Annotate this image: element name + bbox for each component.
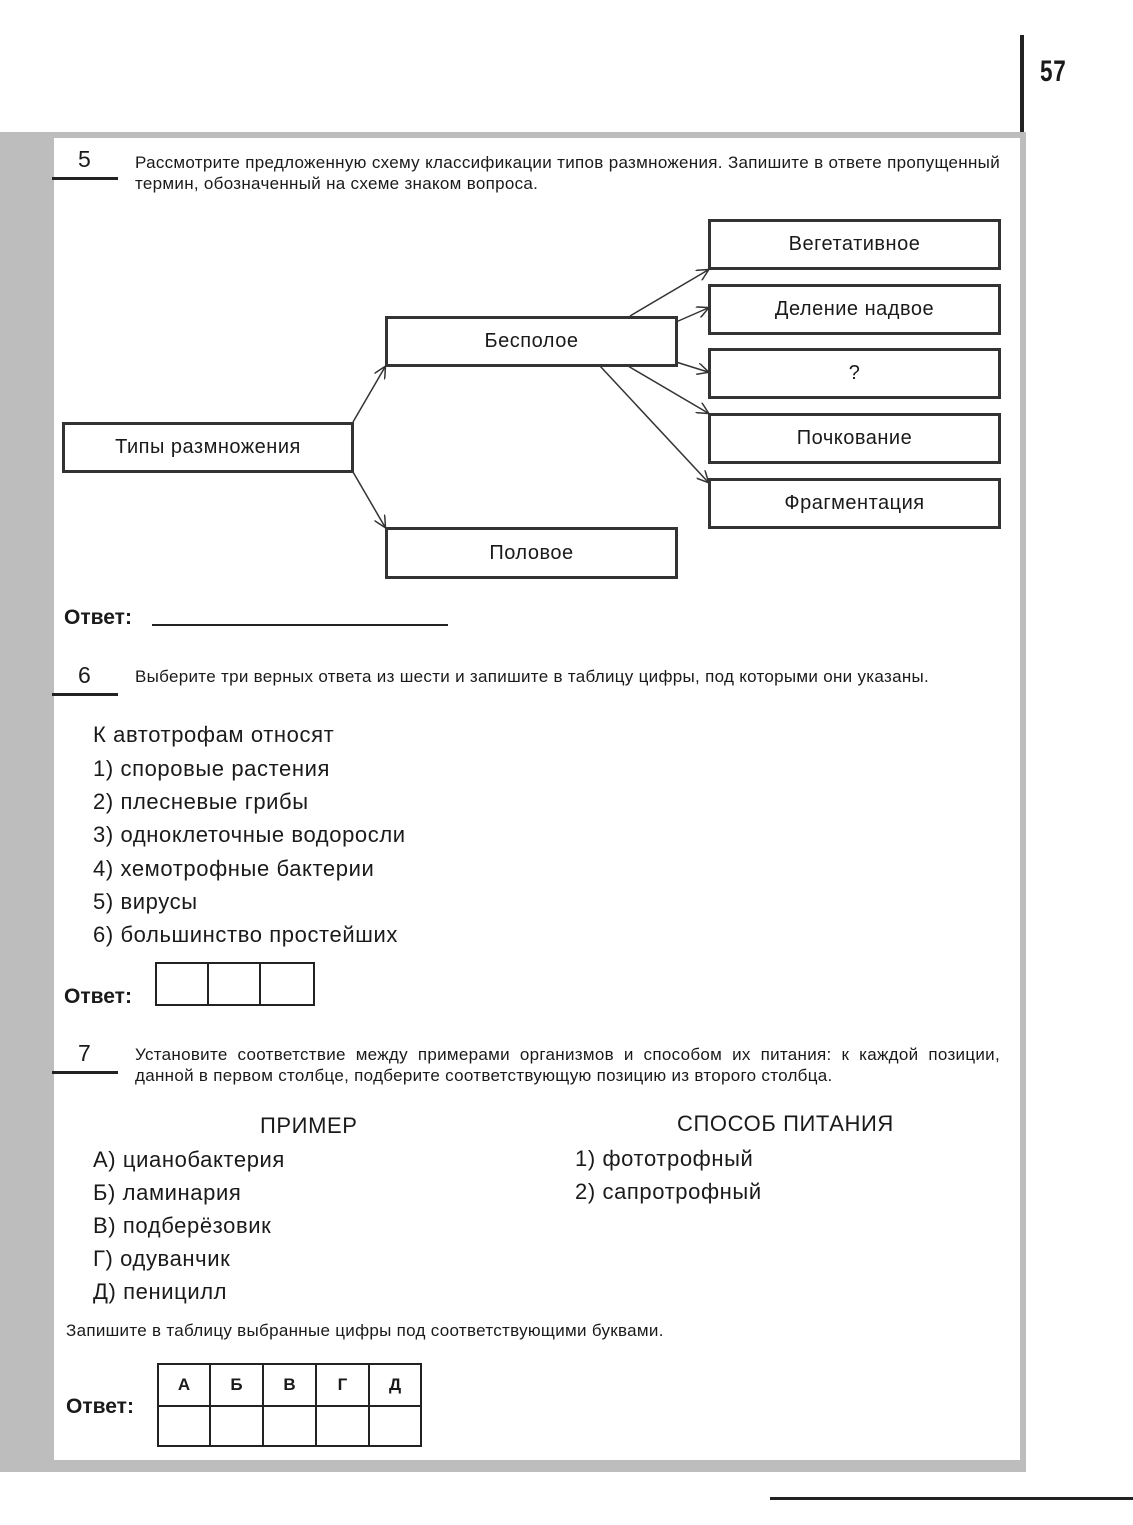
task7-method: 1) фототрофный xyxy=(575,1146,754,1171)
task6-option: 2) плесневые грибы xyxy=(93,789,309,814)
diagram-root-box: Типы размножения xyxy=(62,422,354,473)
task7-answer-cell[interactable] xyxy=(209,1405,264,1447)
task7-answer-cell[interactable] xyxy=(157,1405,211,1447)
task6-answer-cell[interactable] xyxy=(259,962,315,1006)
task6-answer-label: Ответ: xyxy=(64,985,132,1008)
diagram-leaf-box-unknown: ? xyxy=(708,348,1001,399)
task6-number: 6 xyxy=(78,662,91,688)
page-number: 57 xyxy=(1040,55,1067,88)
task7-table-header: А xyxy=(157,1363,211,1407)
task6-rule xyxy=(52,693,118,696)
task7-table-header: В xyxy=(262,1363,317,1407)
arrow-to-sexual xyxy=(353,472,385,527)
task6-option: 3) одноклеточные водоросли xyxy=(93,822,406,847)
task7-answer-label: Ответ: xyxy=(66,1395,134,1418)
task5-number: 5 xyxy=(78,146,91,172)
task7-col1-header: ПРИМЕР xyxy=(260,1113,358,1138)
task7-table-header: Г xyxy=(315,1363,370,1407)
diagram-leaf-box: Деление надвое xyxy=(708,284,1001,335)
arrow-to-unknown xyxy=(676,362,708,372)
arrow-to-division xyxy=(676,308,708,322)
task7-instruction: Запишите в таблицу выбранные цифры под соответствующими буквами. xyxy=(66,1321,664,1340)
task7-table-header: Б xyxy=(209,1363,264,1407)
task7-example: В) подберёзовик xyxy=(93,1213,272,1238)
task5-text: Рассмотрите предложенную схему классификации типов размножения. Запишите в ответе пропущенный термин, обозначенный на схеме знаком вопроса. xyxy=(135,153,1000,193)
task7-method: 2) сапротрофный xyxy=(575,1179,762,1204)
arrow-to-asexual xyxy=(353,367,385,422)
task7-answer-cell[interactable] xyxy=(315,1405,370,1447)
task6-option: 1) споровые растения xyxy=(93,756,331,781)
arrow-to-vegetative xyxy=(630,270,708,316)
task6-answer-cell[interactable] xyxy=(155,962,209,1006)
task6-answer-cell[interactable] xyxy=(207,962,261,1006)
diagram-leaf-box: Вегетативное xyxy=(708,219,1001,270)
task7-example: Б) ламинария xyxy=(93,1180,242,1205)
task7-example: А) цианобактерия xyxy=(93,1147,285,1172)
task7-rule xyxy=(52,1071,118,1074)
task5-answer-label: Ответ: xyxy=(64,606,132,629)
task7-answer-cell[interactable] xyxy=(262,1405,317,1447)
task7-example: Г) одуванчик xyxy=(93,1246,231,1271)
task7-text: Установите соответствие между примерами организмов и способом их питания: к каждой позиции, данной в первом столбце, подберите соответствующую позицию из второго столбца. xyxy=(135,1045,1000,1085)
arrow-to-budding xyxy=(628,366,708,413)
diagram-asexual-box: Бесполое xyxy=(385,316,678,367)
task7-col2-header: СПОСОБ ПИТАНИЯ xyxy=(677,1111,894,1136)
task6-option: 4) хемотрофные бактерии xyxy=(93,856,375,881)
task5-answer-field[interactable] xyxy=(152,624,448,626)
task7-answer-cell[interactable] xyxy=(368,1405,422,1447)
task6-text: Выберите три верных ответа из шести и запишите в таблицу цифры, под которыми они указаны. xyxy=(135,667,930,686)
arrow-to-fragmentation xyxy=(600,366,708,482)
diagram-leaf-box: Почкование xyxy=(708,413,1001,464)
task7-example: Д) пеницилл xyxy=(93,1279,228,1304)
task7-number: 7 xyxy=(78,1040,91,1066)
diagram-leaf-box: Фрагментация xyxy=(708,478,1001,529)
diagram-sexual-box: Половое xyxy=(385,527,678,579)
task6-lead: К автотрофам относят xyxy=(93,722,335,747)
task6-option: 5) вирусы xyxy=(93,889,198,914)
task6-option: 6) большинство простейших xyxy=(93,922,398,947)
task7-table-header: Д xyxy=(368,1363,422,1407)
